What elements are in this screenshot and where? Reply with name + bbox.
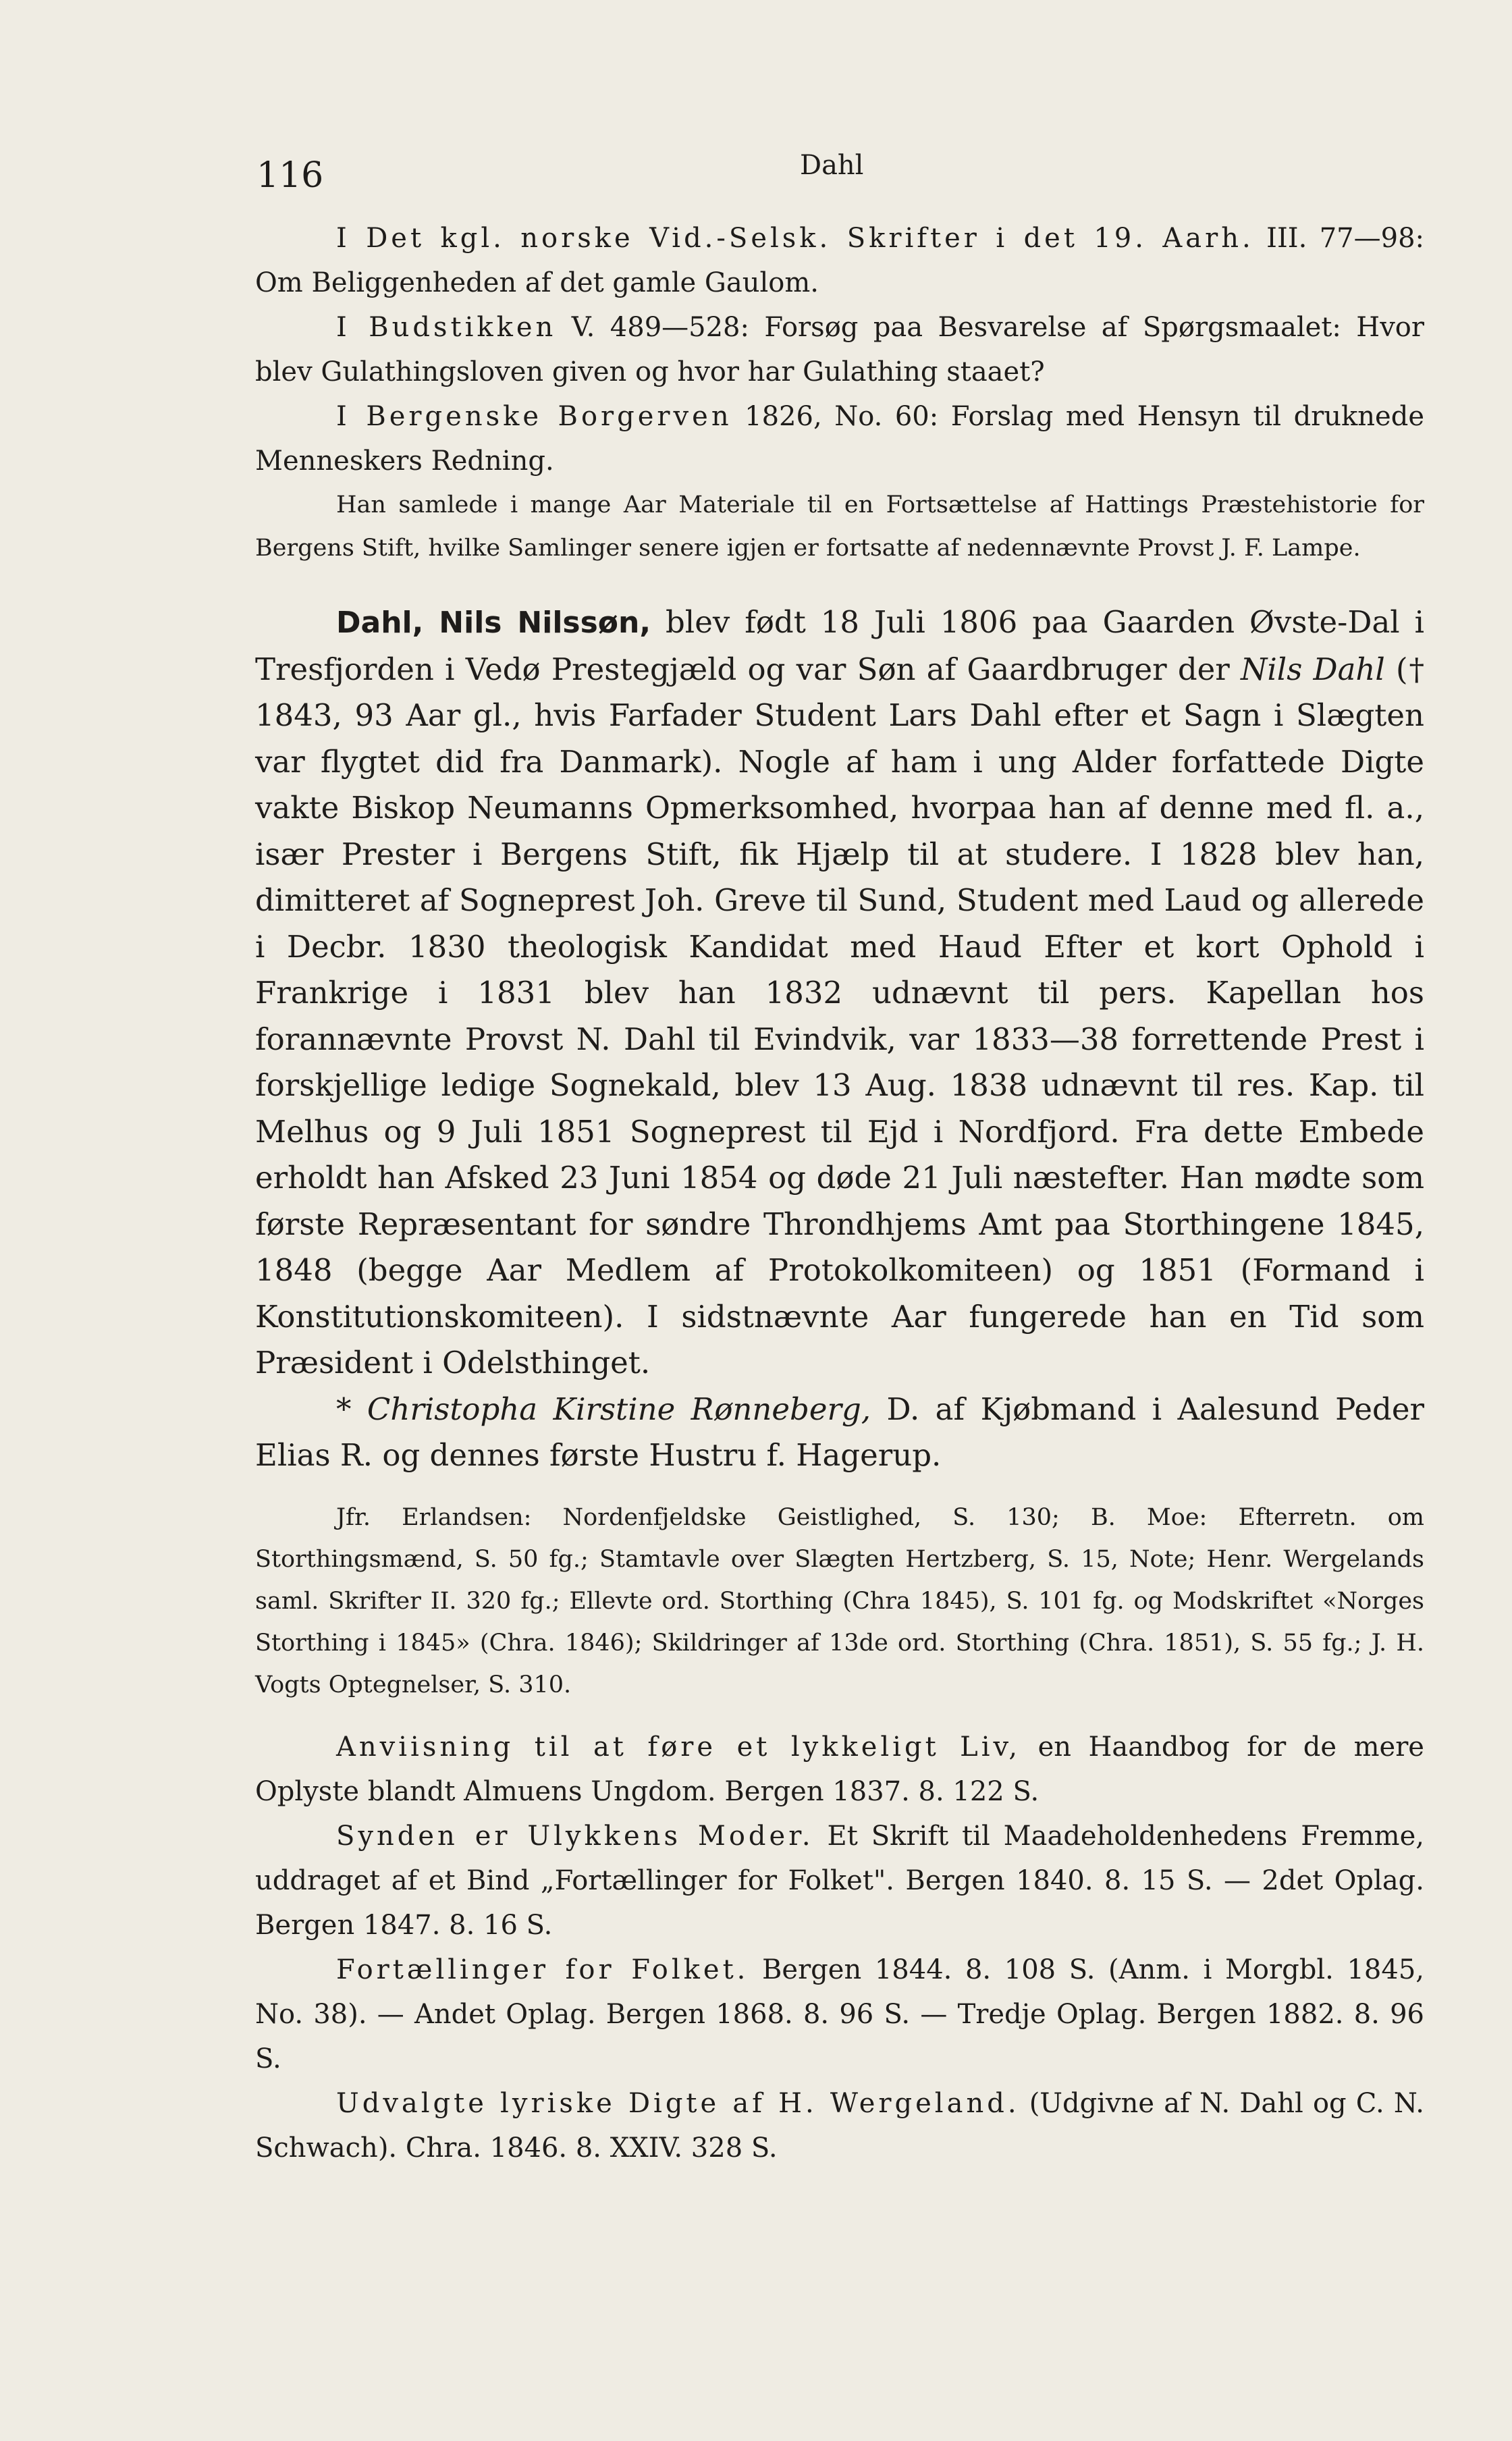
- work-title: Anviisning til at føre et lykkeligt Liv,: [336, 1731, 1021, 1763]
- bibliography-list: [255, 216, 1424, 483]
- bibliography-series: I Bergenske Borgerven: [336, 401, 732, 432]
- biography-paragraph: [255, 599, 1424, 1387]
- biography-entry: [255, 599, 1424, 1479]
- work-item: [255, 1814, 1424, 1948]
- work-title: Udvalgte lyriske Digte af H. Wergeland.: [336, 2087, 1020, 2119]
- page-number: 116: [256, 155, 324, 196]
- spouse-name: Christopha Kirstine Rønneberg,: [367, 1391, 871, 1427]
- references-paragraph: Jfr. Erlandsen: Nordenfjeldske Geistlighed, S. 130; B. Moe: Efterretn. om Storthingsmænd, S. 50 fg.; Stamtavle over Slægten Hertzberg, S. 15, Note; Henr. Wergelands saml. Skrifter II. 320 fg.; Ellevte ord. Storthing (Chra 1845), S. 101 fg. og Modskriftet «Norges Storthing i 1845» (Chra. 1846); Skildringer af 13de ord. Storthing (Chra. 1851), S. 55 fg.; J. H. Vogts Optegnelser, S. 310.: [255, 1503, 1424, 1698]
- bibliography-item: [255, 394, 1424, 483]
- bibliography-text: 1826, No. 60: Forslag med Hensyn til druknede Menneskers Redning.: [255, 401, 1425, 477]
- entry-name: Dahl, Nils Nilssøn,: [336, 606, 651, 640]
- page-content: [255, 216, 1424, 2170]
- spouse-text: D. af Kjøbmand i Aalesund Peder Elias R. og dennes første Hustru f. Hagerup.: [255, 1391, 1424, 1473]
- work-item: [255, 1725, 1424, 1814]
- page-header: [256, 150, 1458, 197]
- father-name: Nils Dahl: [1241, 651, 1385, 687]
- note-paragraph: Han samlede i mange Aar Materiale til en Fortsættelse af Hattings Præstehistorie for Bergens Stift, hvilke Samlinger senere igjen er fortsatte af nedennævnte Provst J. F. Lampe.: [255, 491, 1424, 562]
- work-title: Synden er Ulykkens Moder.: [336, 1820, 814, 1852]
- biography-text-continued: († 1843, 93 Aar gl., hvis Farfader Student Lars Dahl efter et Sagn i Slægten var flygtet did fra Danmark). Nogle af ham i ung Alder forfattede Digte vakte Biskop Neumanns Opmerksomhed, hvorpaa han af denne med fl. a., især Prester i Bergens Stift, fik Hjælp til at studere. I 1828 blev han, dimitteret af Sogneprest Joh. Greve til Sund, Student med Laud og allerede i Decbr. 1830 theologisk Kandidat med Haud Efter et kort Ophold i Frankrige i 1831 blev han 1832 udnævnt til pers. Kapellan hos forannævnte Provst N. Dahl til Evindvik, var 1833—38 forrettende Prest i forskjellige ledige Sognekald, blev 13 Aug. 1838 udnævnt til res. Kap. til Melhus og 9 Juli 1851 Sogneprest til Ejd i Nordfjord. Fra dette Embede erholdt han Afsked 23 Juni 1854 og døde 21 Juli næstefter. Han mødte som første Repræsentant for søndre Throndhjems Amt paa Storthingene 1845, 1848 (begge Aar Medlem af Protokolkomiteen) og 1851 (Formand i Konstitutionskomiteen). I sidstnævnte Aar fungerede han en Tid som Præsident i Odelsthinget.: [255, 651, 1424, 1380]
- works-list: [255, 1725, 1424, 2170]
- bibliography-series: I Det kgl. norske Vid.-Selsk. Skrifter i det 19. Aarh.: [336, 223, 1254, 254]
- work-item: [255, 1948, 1424, 2081]
- spouse-mark: *: [336, 1391, 367, 1427]
- work-details: Bergen 1844. 8. 108 S. (Anm. i Morgbl. 1845, No. 38). — Andet Oplag. Bergen 1868. 8. 96 S. — Tredje Oplag. Bergen 1882. 8. 96 S.: [255, 1954, 1424, 2074]
- bibliography-text: III. 77—98: Om Beliggenheden af det gamle Gaulom.: [255, 223, 1425, 298]
- spouse-paragraph: [255, 1387, 1424, 1479]
- bibliography-text: V. 489—528: Forsøg paa Besvarelse af Spørgsmaalet: Hvor blev Gulathingsloven given og hvor har Gulathing staaet?: [255, 312, 1424, 387]
- bibliography-item: [255, 305, 1424, 394]
- work-details: (Udgivne af N. Dahl og C. N. Schwach). Chra. 1846. 8. XXIV. 328 S.: [255, 2087, 1425, 2164]
- work-details: en Haandbog for de mere Oplyste blandt Almuens Ungdom. Bergen 1837. 8. 122 S.: [255, 1731, 1424, 1807]
- work-item: [255, 2081, 1424, 2170]
- bibliography-series: I Budstikken: [336, 312, 557, 343]
- bibliography-item: [255, 216, 1424, 305]
- work-details: Et Skrift til Maadeholdenhedens Fremme, uddraget af et Bind „Fortællinger for Folket". Bergen 1840. 8. 15 S. — 2det Oplag. Bergen 1847. 8. 16 S.: [255, 1820, 1424, 1941]
- work-title: Fortællinger for Folket.: [336, 1954, 749, 1985]
- running-title: Dahl: [800, 150, 864, 181]
- biography-text: blev født 18 Juli 1806 paa Gaarden Øvste-Dal i Tresfjorden i Vedø Prestegjæld og var Søn af Gaardbruger der: [255, 604, 1424, 687]
